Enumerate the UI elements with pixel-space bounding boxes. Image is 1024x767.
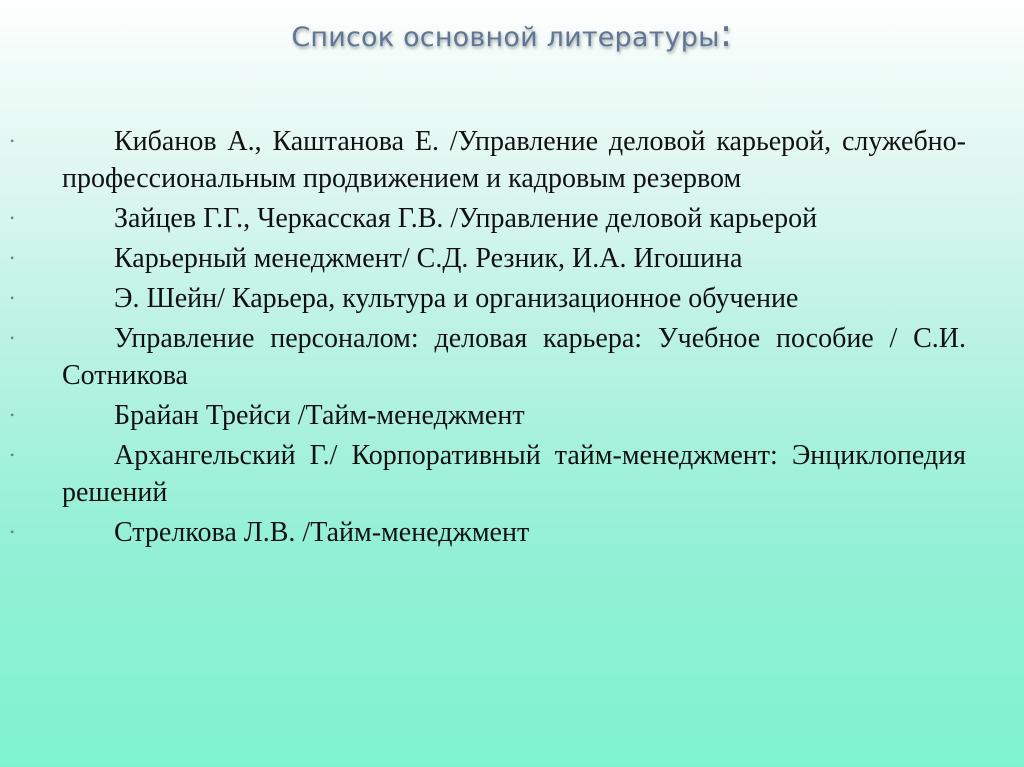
reference-item: • Архангельский Г./ Корпоративный тайм-менеджмент: Энциклопедия решений xyxy=(62,437,966,511)
reference-item: • Стрелкова Л.В. /Тайм-менеджмент xyxy=(62,514,966,551)
reference-item: • Управление персоналом: деловая карьера: Учебное пособие / С.И. Сотникова xyxy=(62,320,966,394)
reference-list xyxy=(62,123,966,554)
reference-item: • Карьерный менеджмент/ С.Д. Резник, И.А. Игошина xyxy=(62,240,966,277)
slide-title-text: Список основной литературы xyxy=(291,22,720,53)
slide-title xyxy=(0,11,1024,55)
reference-item: • Зайцев Г.Г., Черкасская Г.В. /Управление деловой карьерой xyxy=(62,200,966,237)
reference-item: • Э. Шейн/ Карьера, культура и организационное обучение xyxy=(62,280,966,317)
reference-item: • Кибанов А., Каштанова Е. /Управление деловой карьерой, служебно-профессиональным продвижением и кадровым резервом xyxy=(62,123,966,197)
slide-title-colon: : xyxy=(719,11,733,55)
reference-item: • Брайан Трейси /Тайм-менеджмент xyxy=(62,397,966,434)
